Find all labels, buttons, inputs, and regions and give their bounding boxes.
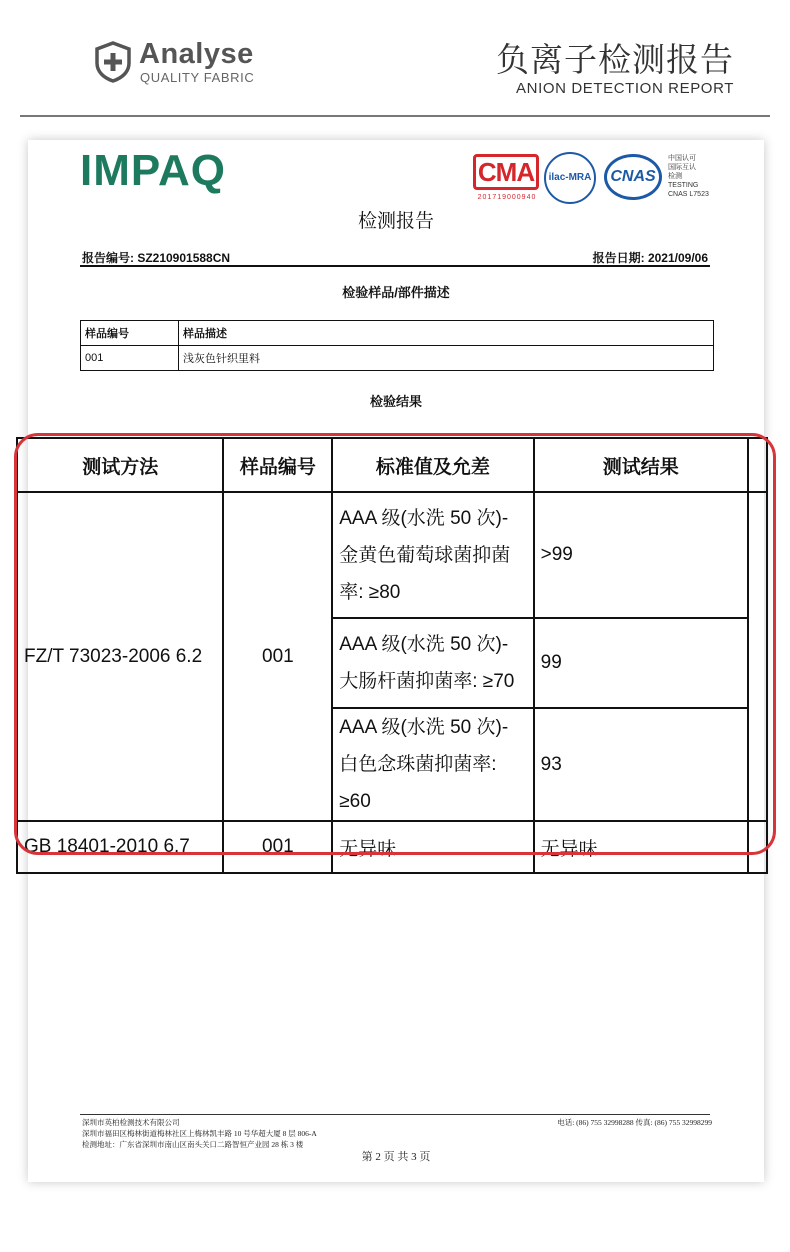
sample-table xyxy=(80,320,714,371)
cnas-logo-icon: CNAS xyxy=(604,154,662,200)
footer-contact: 电话: (86) 755 32998288 传真: (86) 755 32998299 xyxy=(557,1118,712,1127)
report-title: 负离子检测报告 xyxy=(496,41,734,78)
sample-table-header: 样品编号 xyxy=(81,321,179,346)
result-cell: >99 xyxy=(534,492,748,618)
results-header: 样品编号 xyxy=(223,438,332,492)
results-highlight-frame xyxy=(14,433,776,855)
cma-seal xyxy=(471,154,543,204)
impaq-logo: IMPAQ xyxy=(80,146,226,195)
header-banner xyxy=(0,0,790,117)
document-title: 检测报告 xyxy=(357,211,434,232)
report-number: 报告编号: SZ210901588CN xyxy=(82,251,231,265)
page-number: 第 2 页 共 3 页 xyxy=(361,1151,431,1163)
brand-tagline: QUALITY FABRIC xyxy=(140,70,255,85)
standard-cell: AAA 级(水洗 50 次)-白色念珠菌抑菌率: ≥60 xyxy=(332,708,533,821)
standard-cell: AAA 级(水洗 50 次)-大肠杆菌抑菌率: ≥70 xyxy=(332,618,533,708)
footer-address: 深圳市英柏检测技术有限公司 深圳市福田区梅林街道梅林社区上梅林凯丰路 10 号华超大厦 8 层 806-A 检测地址：广东省深圳市南山区南头关口二路智恒产业园 28 栋 3 楼 xyxy=(82,1118,317,1149)
report-meta xyxy=(80,247,710,267)
footer-divider xyxy=(80,1114,710,1115)
cma-number: 201719000940 xyxy=(477,194,537,201)
sample-no-cell: 001 xyxy=(223,821,332,873)
results-header: 标准值及允差 xyxy=(332,438,533,492)
sample-no-cell: 001 xyxy=(223,492,332,821)
report-date: 报告日期: 2021/09/06 xyxy=(592,251,708,265)
cnas-accreditation-text: 中国认可 国际互认 检测 TESTING CNAS L7523 xyxy=(668,155,709,198)
result-cell: 99 xyxy=(534,618,748,708)
sample-table-header: 样品描述 xyxy=(179,321,714,346)
cma-logo-icon: CMA xyxy=(473,154,539,190)
sample-section-title: 检验样品/部件描述 xyxy=(342,285,450,300)
test-method-cell: FZ/T 73023-2006 6.2 xyxy=(17,492,223,821)
result-cell: 93 xyxy=(534,708,748,821)
results-header: 测试结果 xyxy=(534,438,748,492)
brand-name: Analyse xyxy=(139,38,254,70)
test-method-cell: GB 18401-2010 6.7 xyxy=(17,821,223,873)
results-header: 测试方法 xyxy=(17,438,223,492)
result-section-title: 检验结果 xyxy=(369,394,422,409)
standard-cell: 无异味 xyxy=(332,821,533,873)
shield-plus-icon xyxy=(94,41,132,83)
sample-table-cell: 浅灰色针织里料 xyxy=(179,346,714,371)
ilac-mra-logo-icon: ilac-MRA xyxy=(544,152,596,204)
standard-cell: AAA 级(水洗 50 次)-金黄色葡萄球菌抑菌率: ≥80 xyxy=(332,492,533,618)
result-cell: 无异味 xyxy=(534,821,748,873)
report-subtitle: ANION DETECTION REPORT xyxy=(516,80,734,97)
sample-table-cell: 001 xyxy=(81,346,179,371)
banner-divider xyxy=(20,115,770,117)
